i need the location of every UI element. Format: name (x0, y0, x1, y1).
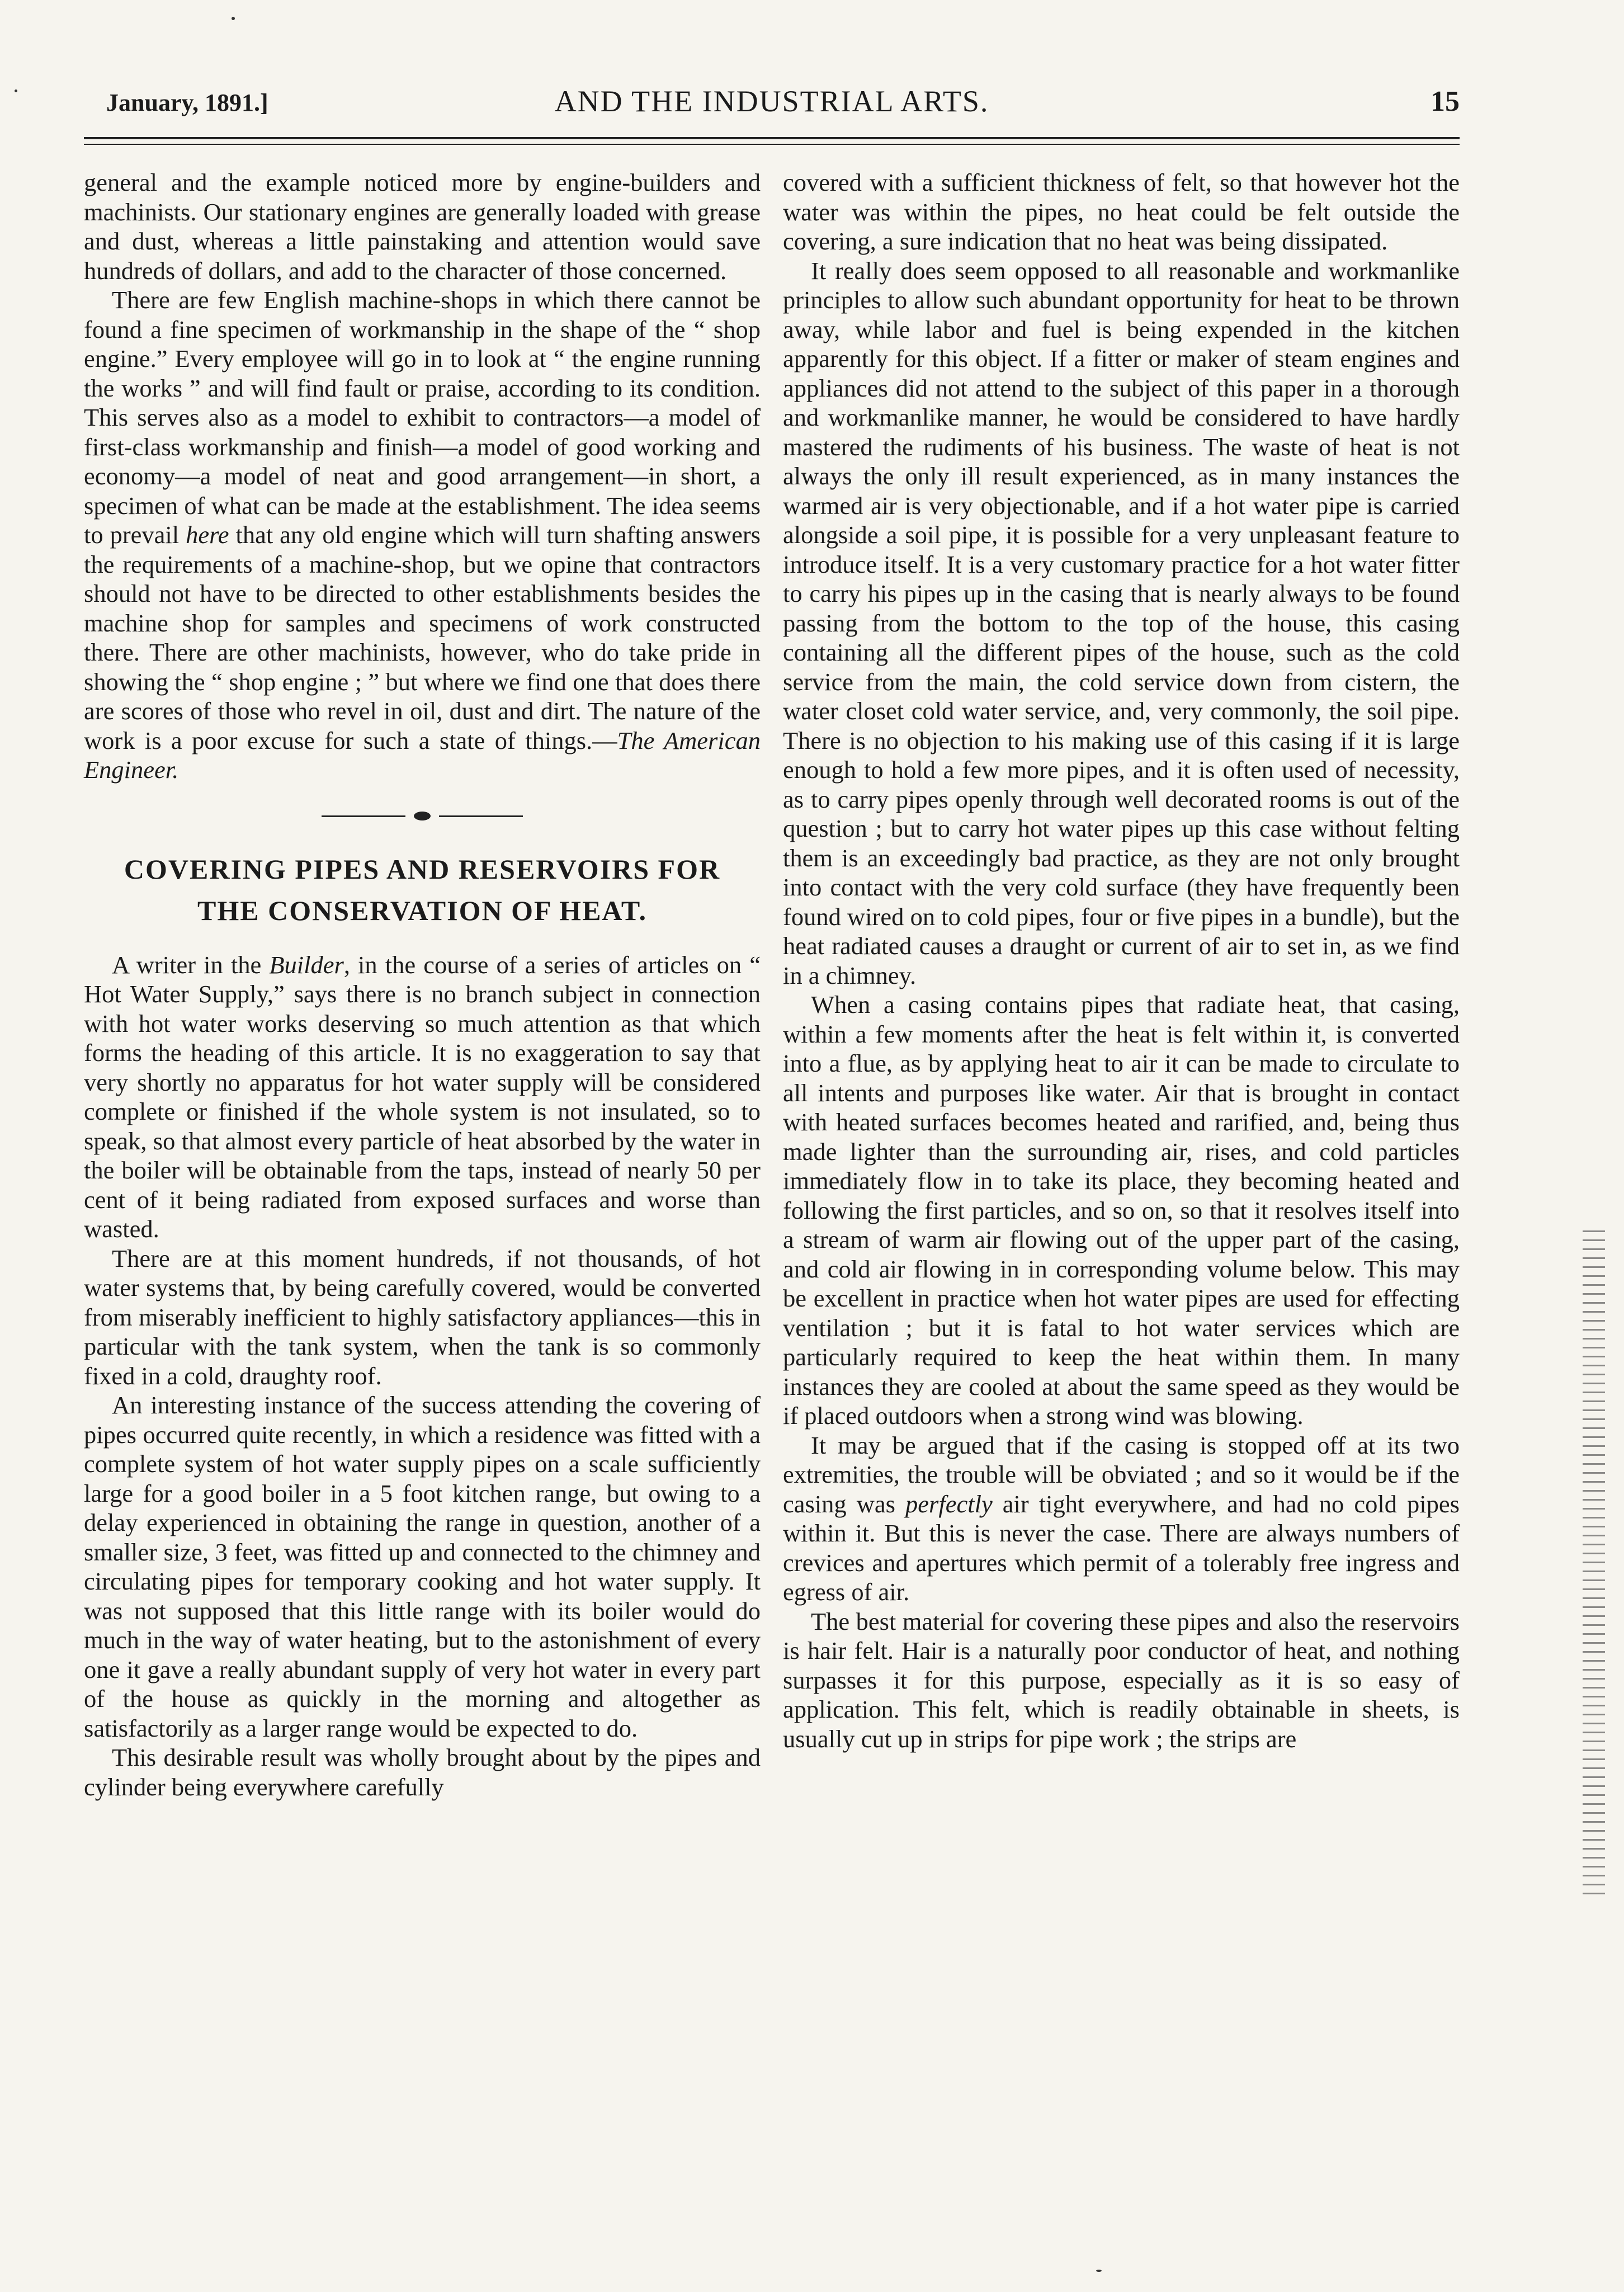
page-number: 15 (1431, 86, 1460, 117)
article-heading: COVERING PIPES AND RESERVOIRS FOR THE CONSERVATION OF HEAT. (124, 853, 721, 926)
paragraph: An interesting instance of the success attending the covering of pipes occurred quite recently, in which a residence was fitted with a complete system of hot water supply pipes on a scale sufficiently large for a good boiler in a 5 foot kitchen range, but owing to a delay experienced in obtaining the range in question, another of a smaller size, 3 feet, was fitted up and connected to the chimney and circulating pipes for temporary cooking and hot water supply. It was not supposed that this little range with its boiler would do much in the way of water heating, but to the astonishment of every one it gave a really abundant supply of very hot water in every part of the house as quickly in the morning and altogether as satisfactorily as a larger range would be expected to do. (84, 1391, 761, 1742)
section-divider-ornament (322, 810, 523, 822)
paragraph: It really does seem opposed to all reasonable and workmanlike principles to allow such abundant opportunity for heat to be thrown away, while labor and fuel is being expended in the kitchen apparently for this object. If a fitter or maker of steam engines and appliances did not attend to the subject of this paper in a thorough and workmanlike manner, he would be considered to have hardly mastered the rudiments of his business. The waste of heat is not always the only ill result experienced, as in many instances the warmed air is very objectionable, and if a hot water pipe is carried alongside a soil pipe, it is possible for a very unpleasant feature to introduce itself. It is a very customary practice for a hot water fitter to carry his pipes up in the casing that is nearly always to be found passing from the bottom to the top of the house, this casing containing all the different pipes of the house, such as the cold service from the main, the cold service down from cistern, the water closet cold water service, and, very commonly, the soil pipe. There is no objection to his making use of this casing if it is large enough to hold a few more pipes, and it is often used of necessity, as to carry pipes openly through well decorated rooms is out of the question ; but to carry hot water pipes up this case without felting them is an exceedingly bad practice, as they are not only brought into contact with the very cold surface (they have frequently been found wired on to cold pipes, four or five pipes in a bundle), but the heat radiated causes a draught or current of air to set in, as we find in a chimney. (783, 256, 1460, 989)
page-edge-marks (1583, 1230, 1605, 1902)
scan-speck (1096, 2270, 1102, 2272)
paragraph: There are few English machine-shops in which there cannot be found a fine specimen of workmanship in the shape of the “ shop engine.” Every employee will go in to look at “ the engine running the works ” and will find fault or praise, according to its condition. This serves also as a model to exhibit to contractors—a model of first-class workmanship and finish—a model of good working and economy—a model of neat and good arrangement—in short, a specimen of what can be made at the establishment. The idea seems to prevail here that any old engine which will turn shafting answers the requirements of a machine-shop, but we opine that contractors should not have to be directed to other establishments besides the machine shop for samples and specimens of work constructed there. There are other machinists, however, who do take pride in showing the “ shop engine ; ” but where we find one that does there are scores of those who revel in oil, dust and dirt. The nature of the work is a poor excuse for such a state of things.—The American Engineer. (84, 286, 761, 784)
paragraph: covered with a sufficient thickness of felt, so that however hot the water was within the pipes, no heat could be felt outside the covering, a sure indication that no heat was being dissipated. (783, 168, 1460, 255)
paragraph: general and the example noticed more by engine-builders and machinists. Our stationary engines are generally loaded with grease and dust, whereas a little painstaking and attention would save hundreds of dollars, and add to the character of those concerned. (84, 168, 761, 285)
header-rule-top (84, 137, 1460, 139)
emphasis: perfectly (905, 1489, 993, 1518)
running-title: AND THE INDUSTRIAL ARTS. (554, 84, 989, 118)
emphasis: here (186, 521, 229, 549)
paragraph: The best material for covering these pipes and also the reservoirs is hair felt. Hair is a naturally poor conductor of heat, and nothing surpasses it for this purpose, especially as it is so easy of application. This felt, which is readily obtainable in sheets, is usually cut up in strips for pipe work ; the strips are (783, 1607, 1460, 1753)
paragraph: This desirable result was wholly brought about by the pipes and cylinder being everywhere carefully (84, 1743, 761, 1801)
issue-date: January, 1891.] (106, 89, 268, 116)
publication-name: Builder (269, 950, 344, 979)
source-citation: The American Engineer. (84, 726, 761, 784)
paragraph: A writer in the Builder, in the course of a series of articles on “ Hot Water Supply,” says there is no branch subject in connection with hot water works deserving so much attention as that which forms the heading of this article. It is no exaggeration to say that very shortly no apparatus for hot water supply will be considered complete or finished if the whole system is not insulated, so to speak, so that almost every particle of heat absorbed by the water in the boiler will be obtainable from the taps, instead of nearly 50 per cent of it being radiated from exposed surfaces and worse than wasted. (84, 950, 761, 1243)
paragraph: When a casing contains pipes that radiate heat, that casing, within a few moments after the heat is felt within it, is converted into a flue, as by applying heat to air it can be made to circulate to all intents and purposes like water. Air that is brought in contact with heated surfaces becomes heated and rarified, and, being thus made lighter than the surrounding air, rises, and cold particles immediately flow in to take its place, they becoming heated and following the first particles, and so on, so that it resolves itself into a stream of warm air flowing out of the upper part of the casing, and cold air flowing in in corresponding volume below. This may be excellent in practice when hot water pipes are used for effecting ventilation ; but it is fatal to hot water services which are particularly required to keep the heat within them. In many instances they are cooled at about the same speed as they would be if placed outdoors when a strong wind was blowing. (783, 991, 1460, 1430)
scan-speck (232, 17, 235, 20)
page-header (84, 78, 1460, 134)
paragraph: There are at this moment hundreds, if not thousands, of hot water systems that, by being carefully covered, would be converted from miserably inefficient to highly satisfactory appliances—this in particular with the tank system, when the tank is so commonly fixed in a cold, draughty roof. (84, 1244, 761, 1390)
header-rule-bottom (84, 144, 1460, 145)
paragraph: It may be argued that if the casing is stopped off at its two extremities, the trouble will be obviated ; and so it would be if the casing was perfectly air tight everywhere, and had no cold pipes within it. But this is never the case. There are always numbers of crevices and apertures which permit of a tolerably free ingress and egress of air. (783, 1431, 1460, 1606)
right-column (783, 168, 1460, 1753)
scan-speck (15, 89, 17, 92)
left-column (84, 168, 761, 1801)
